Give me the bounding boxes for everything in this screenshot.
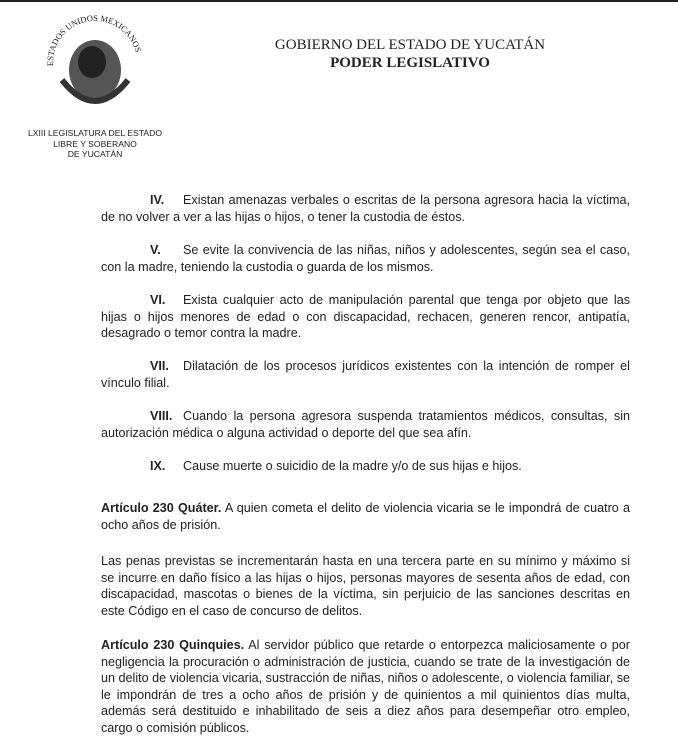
branch-title: PODER LEGISLATIVO [330,55,490,71]
legislature-line: LXIII LEGISLATURA DEL ESTADO [27,128,163,138]
fraction-text: Exista cualquier acto de manipulación parental que tenga por objeto que las hijas o hijos menores de edad o con discapacidad, rechacen, generen rencor, antipatía, desagrado o temor contra la madre. [101,293,630,341]
fraction-vi [101,292,630,342]
svg-text:ESTADOS UNIDOS MEXICANOS: ESTADOS UNIDOS MEXICANOS [44,12,144,67]
fraction-viii [101,408,630,441]
fraction-v [101,242,630,275]
letterhead [240,36,580,72]
legislature-line: DE YUCATÁN [67,149,123,159]
fraction-text: Cause muerte o suicidio de la madre y/o de sus hijas e hijos. [183,459,522,473]
article-title: Artículo 230 Quáter. [101,501,222,515]
fraction-iv [101,192,630,225]
fraction-number: VI. [150,293,166,307]
fraction-number: V. [150,243,161,257]
page-top-border [0,0,678,2]
article-text: Las penas previstas se incrementarán hasta en una tercera parte en su mínimo y máximo si se incurre en daño físico a las hijas o hijos, personas mayores de sesenta años de edad, con discapacidad, mascotas o bienes de la víctima, sin perjuicio de las sanciones descritas en este Código en el caso de concurso de delitos. [101,554,630,618]
fraction-text: Dilatación de los procesos jurídicos existentes con la intención de romper el vínculo filial. [101,359,630,390]
mexican-coat-of-arms-seal [36,10,154,120]
article-title: Artículo 230 Quinquies. [101,638,245,652]
fraction-number: IV. [150,193,165,207]
article-text: A quien cometa el delito de violencia vicaria se le impondrá de cuatro a ocho años de prisión. [101,501,630,532]
fraction-number: IX. [150,459,166,473]
fraction-text: Se evite la convivencia de las niñas, niños y adolescentes, según sea el caso, con la madre, teniendo la custodia o guarda de los mismos. [101,243,630,274]
article-text: Al servidor público que retarde o entorpezca maliciosamente o por negligencia la procuración o administración de justicia, cuando se trate de la investigación de un delito de violencia vicaria, sustracción de niñas, niños o adolescente, o violencia familiar, se le impondrán de tres a ocho años de prisión y de quinientos a mil quinientos días multa, además será destituido e inhabilitado de seis a diez años para desempeñar otro empleo, cargo o comisión públicos. [101,638,630,735]
legislature-label [20,128,170,160]
article-230-quinquies [101,637,630,737]
fraction-text: Cuando la persona agresora suspenda tratamientos médicos, consultas, sin autorización médica o alguna actividad o deporte del que sea afín. [101,409,630,440]
fraction-number: VIII. [150,409,173,423]
government-title: GOBIERNO DEL ESTADO DE YUCATÁN [274,37,546,53]
article-230-quater [101,500,630,533]
fraction-text: Existan amenazas verbales o escritas de la persona agresora hacia la víctima, de no volver a ver a las hijas o hijos, o tener la custodia de éstos. [101,193,630,224]
fraction-number: VII. [150,359,169,373]
article-paragraph-penalties [101,553,630,619]
fraction-vii [101,358,630,391]
legislature-line: LIBRE Y SOBERANO [53,138,137,149]
fraction-ix [101,458,630,475]
